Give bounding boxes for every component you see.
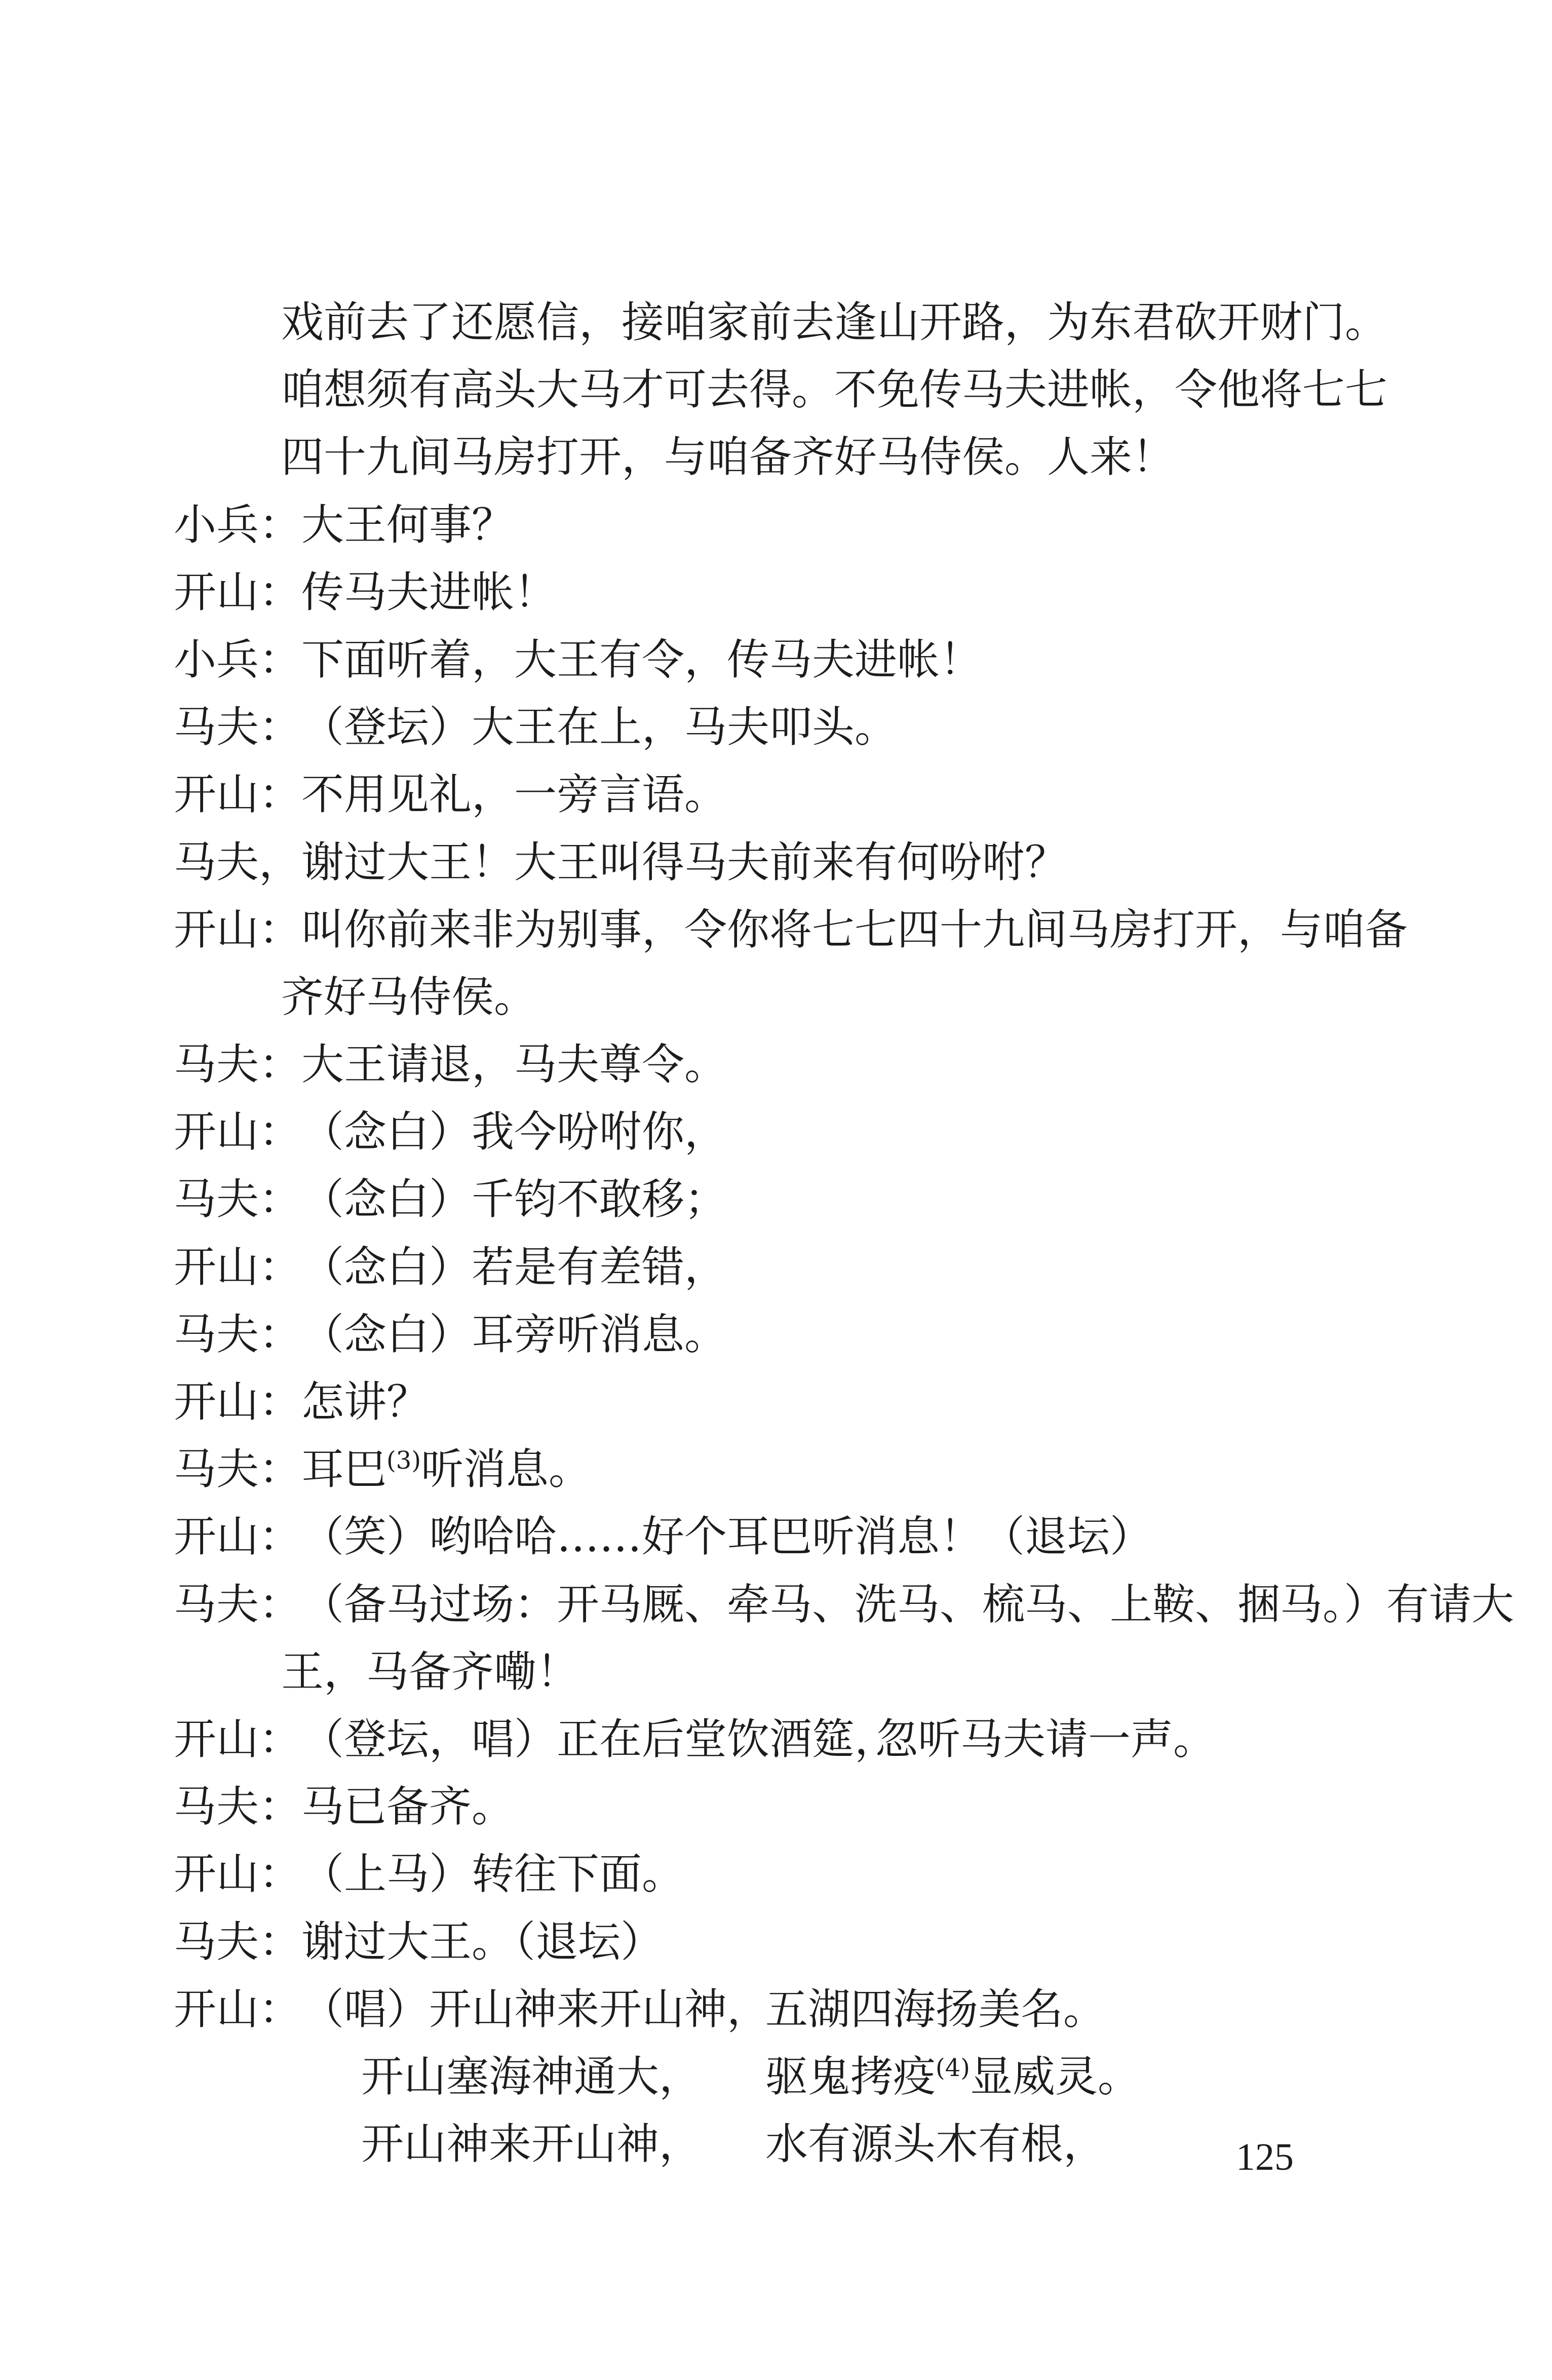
dialogue-line: [174, 559, 1389, 626]
continuation-text: 齐好马侍侯。: [281, 972, 537, 1022]
text-line: [174, 356, 1389, 424]
speaker-name: 马夫: [174, 1309, 259, 1359]
speaker-separator: ：: [259, 1714, 302, 1764]
speaker-name: 马夫: [174, 702, 259, 752]
dialogue-text: （上马）转往下面。: [301, 1849, 685, 1899]
dialogue-text: （念白）若是有差错，: [301, 1242, 727, 1292]
speaker-separator: ：: [259, 1377, 302, 1427]
dialogue-text: 马已备齐。: [301, 1782, 515, 1832]
speaker-name: 开山: [174, 1984, 259, 2034]
speaker-separator: ：: [259, 1174, 302, 1224]
dialogue-text: （笑）哟哈哈……好个耳巴听消息！（退坛）: [301, 1512, 1153, 1562]
verse-first-half: 开山塞海神通大，: [361, 2051, 702, 2101]
speaker-name: 小兵: [174, 634, 259, 684]
dialogue-text: 下面听着，大王有令，传马夫进帐！: [301, 634, 983, 684]
speaker-name: 马夫: [174, 1782, 259, 1832]
speaker-separator: ：: [259, 1444, 302, 1494]
speaker-separator: ：: [259, 500, 302, 550]
dialogue-line: [174, 761, 1389, 828]
speaker-name: 开山: [174, 1714, 259, 1764]
verse-line: [174, 1976, 1389, 2043]
speaker-separator: ：: [259, 1242, 302, 1292]
verse-second-half-after-note: 显威灵。: [970, 2051, 1141, 2101]
speaker-name: 开山: [174, 904, 259, 954]
dialogue-text: 耳巴: [301, 1444, 387, 1494]
speaker-name: 马夫: [174, 1444, 259, 1494]
speaker-separator: ：: [259, 1849, 302, 1899]
dialogue-text: 怎讲？: [301, 1377, 430, 1427]
speaker-name: 小兵: [174, 500, 259, 550]
dialogue-text: 谢过大王。（退坛）: [301, 1916, 664, 1967]
dialogue-line: [174, 1436, 1389, 1503]
dialogue-line: [174, 1234, 1389, 1301]
continuation-text: 戏前去了还愿信，接咱家前去逢山开路，为东君砍开财门。: [281, 297, 1388, 347]
footnote-marker: (3): [386, 1446, 421, 1475]
dialogue-line: [174, 1166, 1389, 1233]
dialogue-line: [174, 1908, 1389, 1976]
verse-second-half: [765, 2043, 1140, 2110]
text-line: [174, 1638, 1389, 1706]
dialogue-line: [174, 1840, 1389, 1908]
dialogue-line: [174, 1098, 1389, 1166]
verse-second-half: 水有源头木有根，: [765, 2119, 1106, 2169]
speaker-name: 马夫: [174, 1040, 259, 1090]
speaker-separator: ：: [259, 1107, 302, 1157]
verse-first-half: （唱）开山神来开山神，: [301, 1984, 770, 2034]
dialogue-line: [174, 1503, 1389, 1570]
verse-line: [174, 1706, 1389, 1773]
dialogue-text: （念白）千钧不敢移；: [301, 1174, 727, 1224]
dialogue-text: 传马夫进帐！: [301, 567, 557, 617]
speaker-name: 开山: [174, 1512, 259, 1562]
verse-second-half: 五湖四海扬美名。: [765, 1984, 1106, 2034]
speaker-separator: ：: [259, 1579, 302, 1629]
speaker-name: 马夫: [174, 1916, 259, 1967]
verse-line: [174, 2043, 1389, 2110]
speaker-separator: ：: [259, 1782, 302, 1832]
dialogue-line: [174, 1301, 1389, 1368]
speaker-name: 马夫: [174, 1579, 259, 1629]
dialogue-text: 大王请退，马夫尊令。: [301, 1040, 727, 1090]
continuation-text: 四十九间马房打开，与咱备齐好马侍侯。人来！: [281, 432, 1175, 482]
dialogue-line: [174, 1773, 1389, 1840]
dialogue-line: [174, 896, 1408, 964]
continuation-text: 咱想须有高头大马才可去得。不免传马夫进帐，令他将七七: [281, 365, 1388, 415]
speaker-name: 马夫: [174, 1174, 259, 1224]
speaker-separator: ：: [259, 1916, 302, 1967]
page-number: 125: [1236, 2136, 1294, 2178]
dialogue-text: （备马过场：开马厩、牵马、洗马、梳马、上鞍、捆马。）有请大: [301, 1579, 1515, 1629]
dialogue-line: [174, 694, 1389, 761]
text-line: [174, 964, 1389, 1031]
script-text: [174, 289, 1515, 2178]
dialogue-line: [174, 1031, 1389, 1098]
speaker-separator: ：: [259, 1984, 302, 2034]
speaker-separator: ，: [259, 837, 302, 887]
dialogue-line: [174, 1368, 1389, 1436]
speaker-separator: ：: [259, 904, 302, 954]
speaker-separator: ：: [259, 770, 302, 820]
dialogue-line: [174, 1571, 1515, 1638]
speaker-separator: ：: [259, 634, 302, 684]
dialogue-text: （登坛）大王在上，马夫叩头。: [301, 702, 898, 752]
dialogue-text: 不用见礼，一旁言语。: [301, 770, 727, 820]
speaker-separator: ：: [259, 1040, 302, 1090]
verse-second-half: 忽听马夫请一声。: [875, 1714, 1216, 1764]
dialogue-text: 叫你前来非为别事，令你将七七四十九间马房打开，与咱备: [301, 904, 1408, 954]
dialogue-text-after-note: 听消息。: [421, 1444, 592, 1494]
dialogue-text: 大王何事？: [301, 500, 515, 550]
speaker-name: 开山: [174, 1377, 259, 1427]
verse-first-half: 开山神来开山神，: [361, 2119, 702, 2169]
dialogue-line: [174, 491, 1389, 559]
dialogue-line: [174, 829, 1389, 896]
speaker-separator: ：: [259, 1309, 302, 1359]
verse-line: [174, 2110, 1389, 2178]
speaker-name: 开山: [174, 770, 259, 820]
dialogue-text: （念白）耳旁听消息。: [301, 1309, 727, 1359]
verse-first-half: （登坛，唱）正在后堂饮酒筵，: [301, 1714, 898, 1764]
speaker-separator: ：: [259, 702, 302, 752]
text-line: [174, 289, 1389, 356]
speaker-name: 开山: [174, 1849, 259, 1899]
speaker-name: 开山: [174, 567, 259, 617]
speaker-separator: ：: [259, 567, 302, 617]
dialogue-line: [174, 626, 1389, 694]
verse-second-half-text: 驱鬼拷疫: [765, 2051, 936, 2101]
speaker-name: 开山: [174, 1107, 259, 1157]
speaker-name: 马夫: [174, 837, 259, 887]
footnote-marker: (4): [936, 2053, 971, 2082]
speaker-separator: ：: [259, 1512, 302, 1562]
dialogue-text: （念白）我今吩咐你，: [301, 1107, 727, 1157]
dialogue-text: 谢过大王！大王叫得马夫前来有何吩咐？: [301, 837, 1068, 887]
text-line: [174, 424, 1389, 491]
continuation-text: 王，马备齐嘞！: [281, 1646, 579, 1697]
speaker-name: 开山: [174, 1242, 259, 1292]
